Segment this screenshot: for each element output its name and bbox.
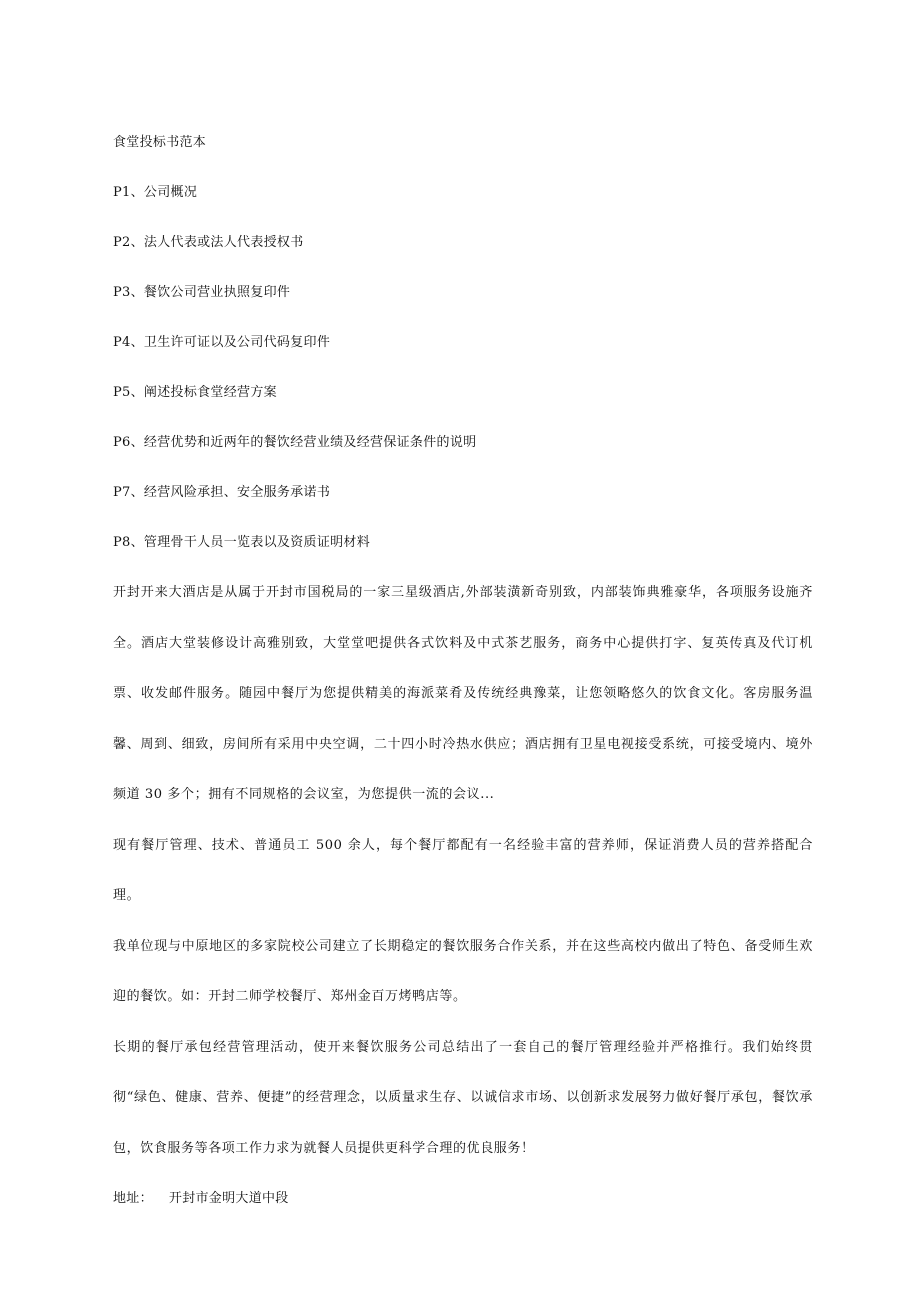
document-page [113,118,813,1224]
toc-item: P6、经营优势和近两年的餐饮经营业绩及经营保证条件的说明 [113,435,477,450]
toc-item: P3、餐饮公司营业执照复印件 [113,285,291,300]
document-title: 食堂投标书范本 [113,135,207,150]
toc-list [113,168,813,568]
paragraph-cooperation: 我单位现与中原地区的多家院校公司建立了长期稳定的餐饮服务合作关系，并在这些高校内做出了特色、备受师生欢迎的餐饮。如：开封二师学校餐厅、郑州金百万烤鸭店等。 [113,938,813,1004]
toc-item: P8、管理骨干人员一览表以及资质证明材料 [113,535,371,550]
paragraph-hotel-intro: 开封开来大酒店是从属于开封市国税局的一家三星级酒店,外部装潢新奇别致，内部装饰典雅豪华，各项服务设施齐全。酒店大堂装修设计高雅别致，大堂堂吧提供各式饮料及中式茶艺服务，商务中心提供打字、复英传真及代订机票、收发邮件服务。随园中餐厅为您提供精美的海派菜肴及传统经典豫菜，让您领略悠久的饮食文化。客房服务温馨、周到、细致，房间所有采用中央空调，二十四小时冷热水供应；酒店拥有卫星电视接受系统，可接受境内、境外频道 30 多个；拥有不同规格的会议室，为您提供一流的会议... [113,585,813,802]
address-line [113,1174,813,1224]
toc-item: P2、法人代表或法人代表授权书 [113,235,304,250]
address-label: 地址： [113,1191,153,1206]
toc-item: P4、卫生许可证以及公司代码复印件 [113,335,331,350]
toc-item: P7、经营风险承担、安全服务承诺书 [113,485,331,500]
address-value: 开封市金明大道中段 [168,1191,289,1206]
toc-item: P5、阐述投标食堂经营方案 [113,385,277,400]
paragraph-philosophy: 长期的餐厅承包经营管理活动，使开来餐饮服务公司总结出了一套自己的餐厅管理经验并严格推行。我们始终贯彻“绿色、健康、营养、便捷”的经营理念，以质量求生存、以诚信求市场、以创新求发展努力做好餐厅承包，餐饮承包，饮食服务等各项工作力求为就餐人员提供更科学合理的优良服务！ [113,1039,813,1156]
toc-item: P1、公司概况 [113,185,198,200]
paragraph-staff: 现有餐厅管理、技术、普通员工 500 余人，每个餐厅都配有一名经验丰富的营养师，保证消费人员的营养搭配合理。 [113,837,813,903]
